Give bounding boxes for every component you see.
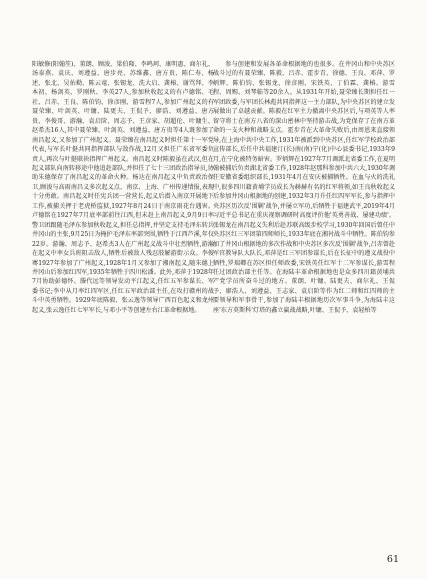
article-right-column [213, 60, 395, 315]
article-paragraph: 参与创建和发展各革命根据地的也很多。在井冈山和中央苏区战斗过的有聂荣臻、陈毅、吕赤、霍步青、徐德、王良、邓萍、罗炳辉、陈伯钧、张锡龙、徐彦刚、宋铁英、丁伯霖、龚椿、游雪程、周赐、刘琴临等20余人。从1931年开始,聂荣臻长期担任红一军团政委,与军团长林彪共同指挥这一主力部队,为中央苏区的建立发展做出了卓越贡献。陈毅在红军主力撤离中央苏区后,与项英等人率留守将士在南方八省的深山密林中坚持游击战,为党保存了在南方革命的一支火种和战略支点。霍步青在大革命失败后,由周恩来直接领导,在上海中共中央工作,1931年被派到中央苏区,任红军学校政治部宣传部长,后任中共福建汀(长)南(南)宁(化)中心县委书记,1933年9月,在宁化被特务暗害。罗炳辉在1927年7月调派北省委工作,在夏明翰被捕后负责湖北省委工作,1928年赵那科参加中共六大,1930年调任安徽省委组织部长,1931年4月在安庆被捕牺牲。在血与火的洗礼中,很多四川籍黄埔学员成长为赫赫有名的红军将领,如王良秋收起义后参加井冈山根据地的创建,1932年3月升任红四军军长,参与指挥中央苏区历次反'围剿'战争,并屡立军功,后牺牲于福建武平,2019年4月习近平总书记在重庆视察调研时高度评价他'英勇善战、屡建功绩'。张锡龙在南昌起义失利后赴苏联高级步校学习,1930年回国后曾任中央苏区红三军团第四师师长,1933年底在湘衬战斗中牺牲。陈伯钧参加了井冈山根据地的多次作战和中央苏区多次反'围剿'战争,吕赤曾赴军官教导队大队长,邓萍是红三军团参谋长,后在长征中的遵义战役中牺牲,罗瑞卿在苏区担任师政委,宋铁英任红军十二军参谋长,游雪程任过团政治部主任等。在海陆丰革命根据地也是众多四川籍黄埔共产党学员所奋斗过的地方。董朗、叶镛、陆更夫、商尔礼、王侃予、廖浩人、刘遵益、王志家、袁启阶等作为红二师和红四师的主要领导和军事骨干,参加了海陆丰根据地历次军事斗争,为海陆丰这座'东方莫斯科'灯塔的鑫立赢战战略,叶镛、王侃予、袁轻柏等 [213, 61, 396, 314]
article-left-column [32, 60, 214, 315]
page-number: 61 [386, 554, 399, 565]
article-paragraph: 阳敏修(阳翰笙)、董朗、顾浚、梁伯隆、李鸣珂、康明惠、商尔礼、汤泰燕、袁庆、刘遵益、唐步亮、苏维鑫、唐方贵、陈仁寿、杨述、张北、吴佑勤、陈云竜、张锡龙、洗大启、龚椿、谢骂拜、李本初、杨剑英、罗刚秋、李英27人,参加秋收起义的有卢德铭、毛社、吕赤、王良、陈伯钧、徐彦刚、游雪程7人,参加广州起义的有聂荣臻、叶剑英、叶镛、陆更夫、王侃予、廖浩、刘遵益、唐方贵、李俊哥、游瀚、袁启阶、周志予、王彦家、胡超伦、叶镛生、赵希杰16人,其中聂荣臻、叶剑英、刘遵益、唐方贵等4人既参加了南昌起义,又参加了广州起义。聂荣臻在南昌起义时担任第十一军党代表,与军长叶挺共同指挥部队与敌作战,12月又担任广东省军委负责人,再次与叶挺联袂指挥广州起义。南昌起义时陈毅虽在武汉,但在起义部队向南转移途中他追赶部队,并担任了七十三团政治指导员,协助朱德保存了南昌起义的革命火种。杨达在南昌起义中负责政治保卫,顾浚与高雨南昌义多次起义点、南京、上海、广州传递情报,表现十分勇敢。南昌起义时任宪兵团一营营长,起义后潜入南京开展地下工作,被捕关押于老虎桥监狱,1927年8月24日于南京雨花台遇害。卢德铭在1927年7月底率部前往江西,但未赶上南昌起义,9月9日率警卫团跟随毛泽东参加秋收起义,担任总指挥,并坚定支持毛泽东转兵井冈山的主张,9月25日为掩护毛泽东率部突围,牺牲于江西芦溪,年仅22岁。游瀚、周志予、赵希杰3人在广州起义战斗中壮烈牺牲,游瀚在起义中率女兵班阻击敌人,牺牲后被敌人残忍肢解游街示众。李俊骞1927年参加了广州起义,1928年1月又参加了湘南起义,随朱德上井冈山后参加红四军,1935年牺牲于四川松潘。此外,邓萍于1928年7月协助彭德怀、滕代远等领导发动平江起义,任红五军参谋长、军委书记;李中从月率红四军区,任红五军政治部主任,在攻打赣州的战斗中英勇牺牲。1929年底陈毅、张云逸等领导广西百色起义和龙州起义,张云逸任红七军军长,与邓小平等创建左右江革命根据地。 [32, 61, 214, 314]
